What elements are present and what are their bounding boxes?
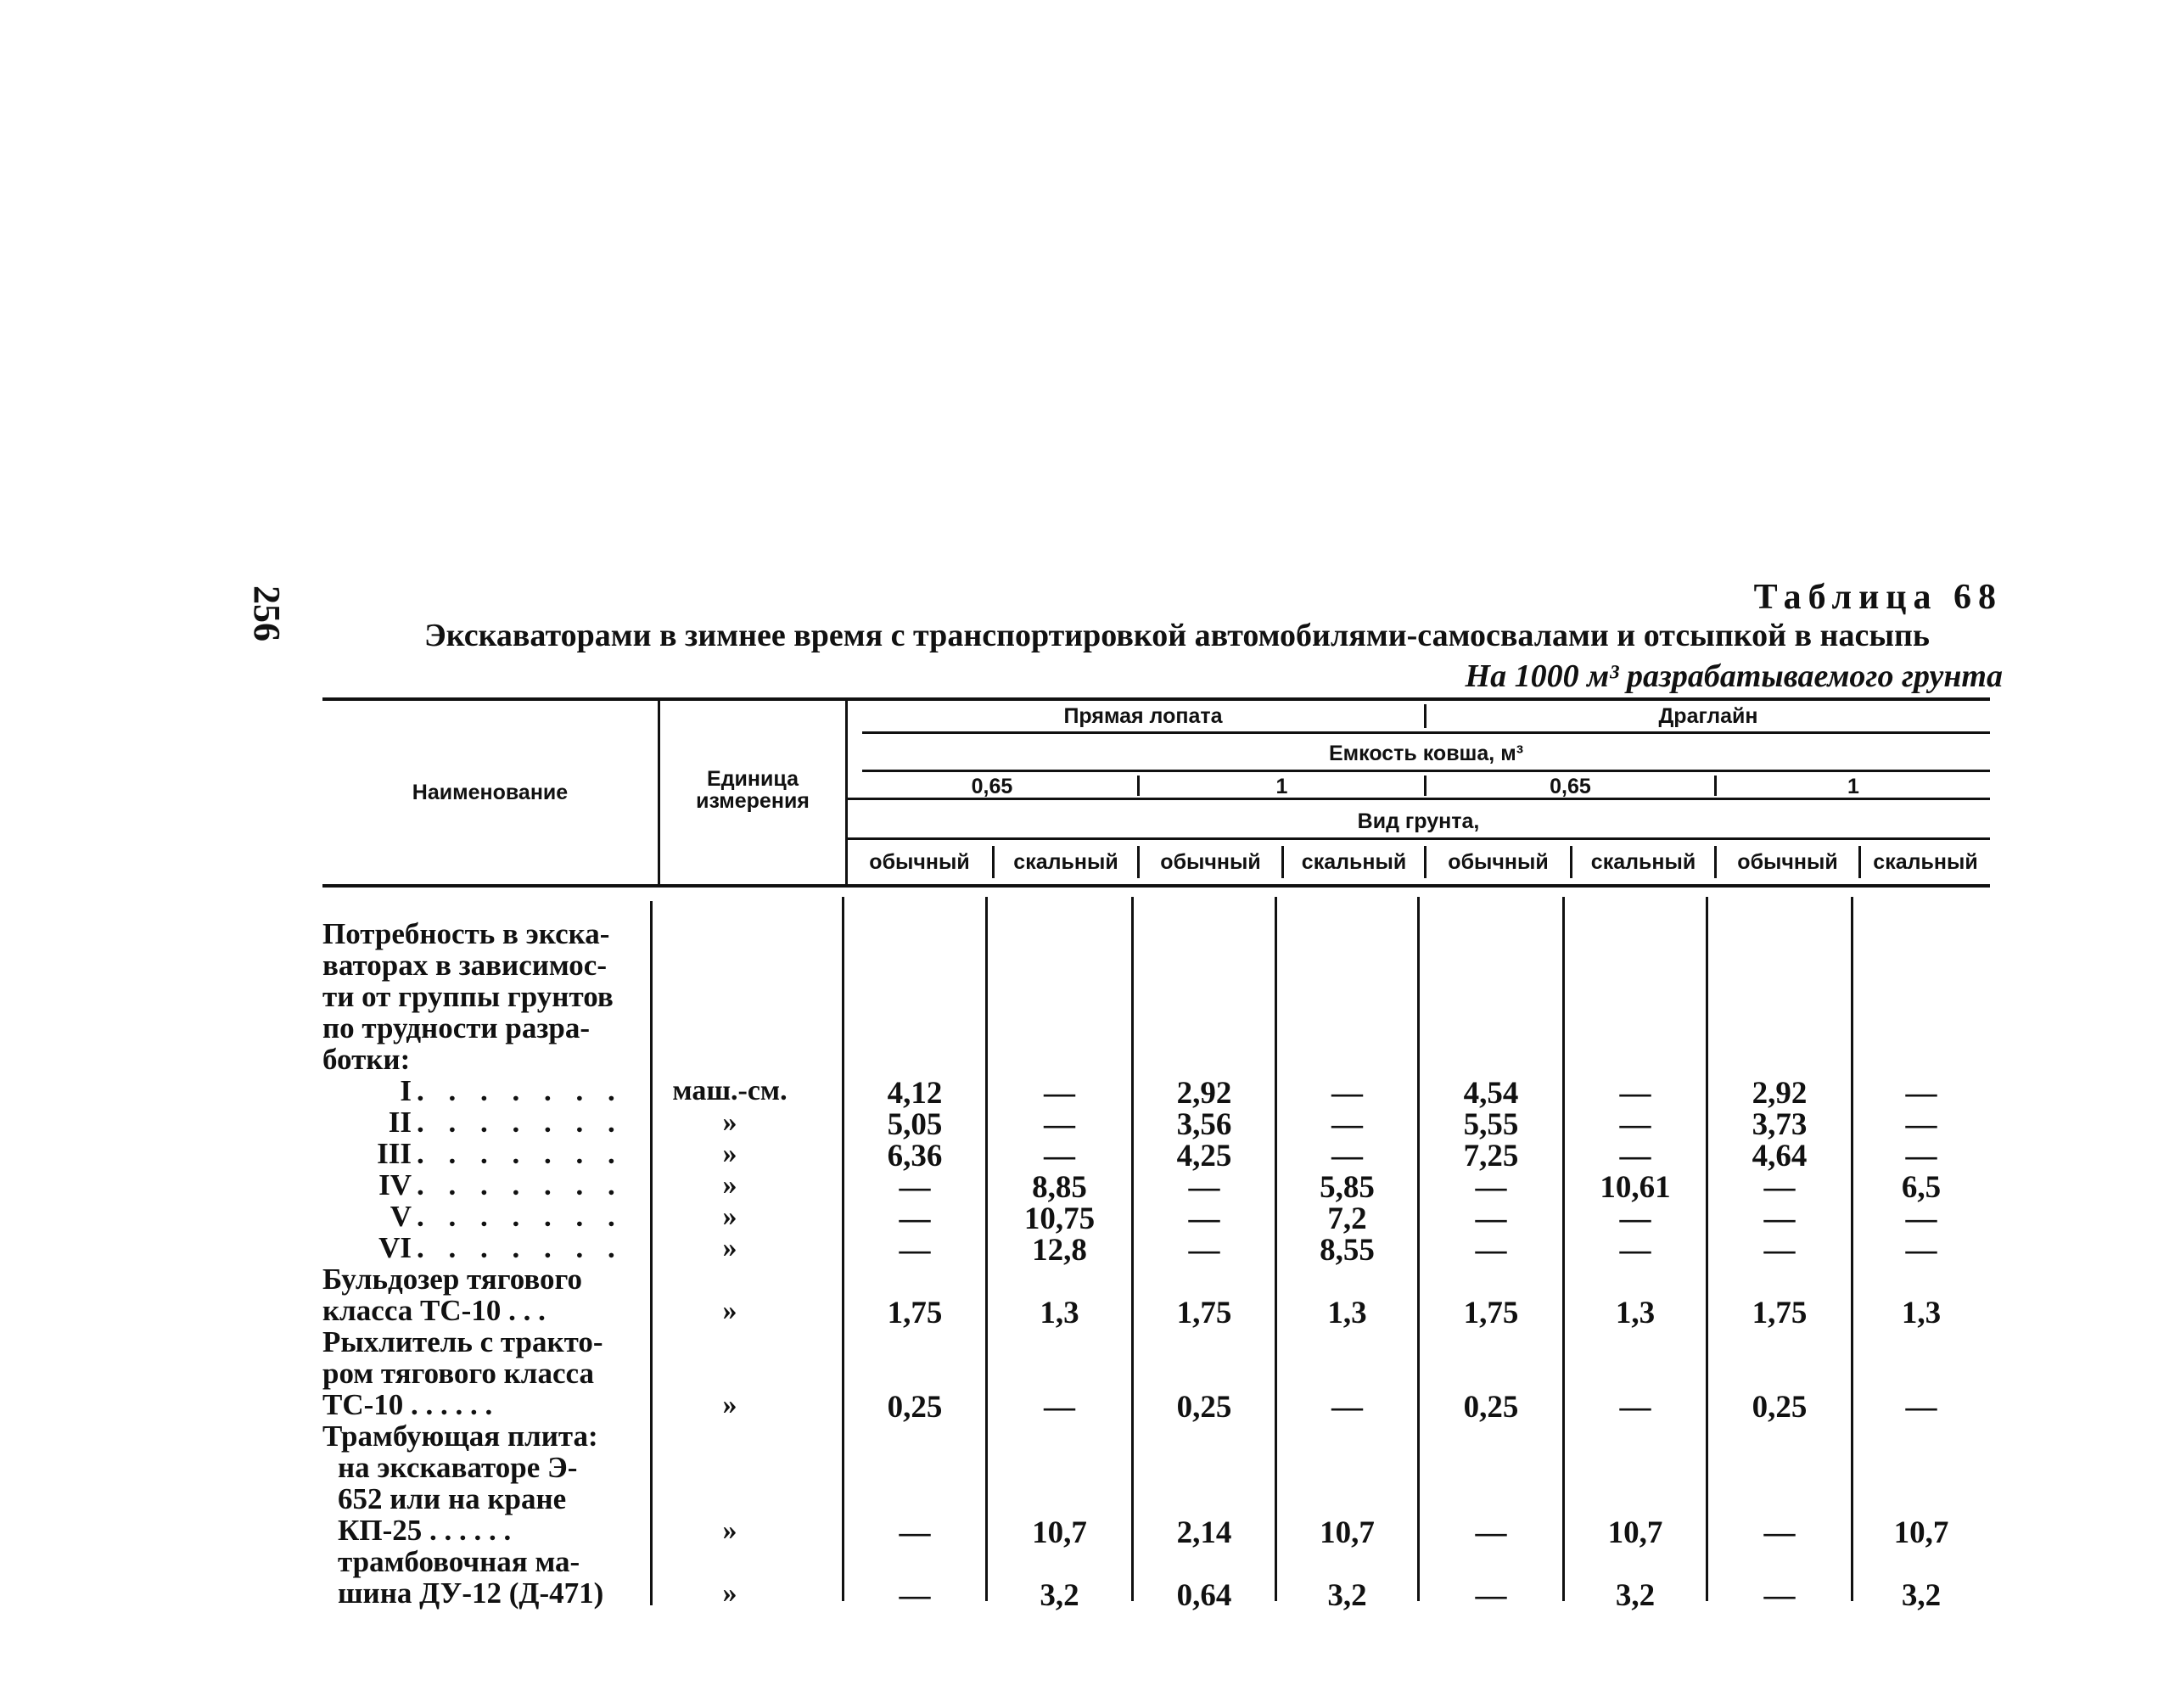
table-cell: 10,7 [1607, 1515, 1663, 1550]
table-cell: — [1619, 1076, 1651, 1111]
row-label-3: III . . . . . . . [322, 1138, 636, 1169]
table-cell: 0,64 [1176, 1578, 1232, 1613]
table-cell: 3,2 [1615, 1578, 1656, 1613]
row-label-6: VI . . . . . . . [322, 1232, 636, 1263]
table-cell: 3,56 [1176, 1107, 1232, 1142]
table-cell: 7,25 [1463, 1139, 1519, 1173]
table-cell: 4,64 [1752, 1139, 1808, 1173]
table-cell: — [1619, 1233, 1651, 1268]
table-cell: 2,92 [1752, 1076, 1808, 1111]
table-cell: 3,73 [1752, 1107, 1808, 1142]
table-cell: — [1475, 1201, 1507, 1236]
table-cell: 1,3 [1327, 1296, 1367, 1330]
table-cell: 0,25 [1752, 1390, 1808, 1425]
row-unit: » [722, 1106, 737, 1138]
table-cell: — [1763, 1201, 1796, 1236]
tamper-crane-line-3: КП-25 . . . . . . [338, 1514, 512, 1547]
row-unit: » [722, 1295, 737, 1326]
rule-under-soil [847, 837, 1990, 840]
row-unit: маш.-см. [672, 1075, 788, 1106]
table-title: Экскаваторами в зимнее время с транспортировкой автомобилями-самосвалами и отсыпкой в насыпь [424, 618, 1930, 653]
table-cell: 10,61 [1600, 1170, 1671, 1205]
table-cell: 2,92 [1176, 1076, 1232, 1111]
header-capacity-1: 0,65 [971, 775, 1013, 798]
excavators-line-5: ботки: [322, 1043, 411, 1076]
rule-under-capacity [862, 770, 1990, 772]
table-cell: — [1331, 1076, 1363, 1111]
table-cell: — [899, 1233, 931, 1268]
table-cell: — [1475, 1233, 1507, 1268]
table-cell: 1,3 [1615, 1296, 1656, 1330]
tamper-label [322, 1420, 636, 1609]
table-cell: 2,14 [1176, 1515, 1232, 1550]
table-cell: — [1905, 1139, 1937, 1173]
row-label-5: V . . . . . . . [322, 1201, 636, 1232]
header-top-rule [322, 697, 1990, 701]
tamper-machine-line-1: трамбовочная ма- [338, 1545, 580, 1578]
header-soil-kind-5: обычный [1448, 850, 1549, 874]
ripper-line-2: ром тягового класса [322, 1357, 594, 1390]
header-soil-type: Вид грунта, [1357, 809, 1480, 833]
unit-note: На 1000 м³ разрабатываемого грунта [1465, 658, 2003, 694]
table-cell: 10,7 [1320, 1515, 1375, 1550]
header-capacity-4: 1 [1847, 775, 1859, 798]
table-cell: 0,25 [1463, 1390, 1519, 1425]
table-cell: — [1331, 1390, 1363, 1425]
table-cell: 12,8 [1032, 1233, 1087, 1268]
table-cell: — [1475, 1170, 1507, 1205]
table-cell: — [899, 1515, 931, 1550]
table-cell: — [899, 1578, 931, 1613]
table-cell: — [1763, 1170, 1796, 1205]
table-cell: — [899, 1170, 931, 1205]
rule-under-groups [862, 731, 1990, 734]
table-cell: — [1905, 1233, 1937, 1268]
tamper-heading: Трамбующая плита: [322, 1420, 598, 1453]
header-soil-kind-6: скальный [1590, 850, 1696, 874]
excavators-line-2: ваторах в зависимос- [322, 949, 607, 982]
soil-group-labels [322, 1075, 636, 1263]
excavators-line-4: по трудности разра- [322, 1011, 590, 1044]
table-cell: 3,2 [1327, 1578, 1367, 1613]
tamper-machine-line-2: шина ДУ-12 (Д-471) [338, 1576, 604, 1610]
table-cell: — [1905, 1076, 1937, 1111]
row-unit: » [722, 1577, 737, 1609]
ripper-line-1: Рыхлитель с тракто- [322, 1325, 603, 1358]
bulldozer-label [322, 1263, 636, 1326]
row-label-1: I . . . . . . . [322, 1075, 636, 1106]
row-unit: » [722, 1138, 737, 1169]
table-cell: 10,75 [1023, 1201, 1096, 1236]
table-cell: 6,5 [1901, 1170, 1942, 1205]
table-cell: 4,54 [1463, 1076, 1519, 1111]
table-cell: 1,75 [887, 1296, 943, 1330]
excavators-line-3: ти от группы грунтов [322, 980, 614, 1013]
table-cell: 4,25 [1176, 1139, 1232, 1173]
table-cell: — [1044, 1107, 1075, 1142]
table-cell: — [1331, 1139, 1363, 1173]
bulldozer-line-1: Бульдозер тягового [322, 1263, 583, 1296]
table-cell: 1,3 [1901, 1296, 1942, 1330]
bulldozer-line-2: класса ТС-10 . . . [322, 1294, 546, 1327]
tamper-crane-line-1: на экскаваторе Э- [338, 1451, 578, 1484]
table-cell: 8,85 [1032, 1170, 1087, 1205]
header-unit-line1: Единица [707, 767, 799, 791]
excavators-label [322, 918, 636, 1075]
row-unit: » [722, 1515, 737, 1546]
ripper-line-3: ТС-10 . . . . . . [322, 1388, 493, 1421]
table-cell: 5,55 [1463, 1107, 1519, 1142]
table-cell: — [1619, 1201, 1651, 1236]
header-soil-kind-3: обычный [1160, 850, 1261, 874]
table-cell: 0,25 [1176, 1390, 1232, 1425]
table-cell: — [1044, 1139, 1075, 1173]
table-cell: 1,3 [1040, 1296, 1079, 1330]
header-capacity-2: 1 [1275, 775, 1288, 798]
table-cell: 1,75 [1176, 1296, 1232, 1330]
page-number: 256 [246, 585, 288, 641]
row-label-2-text: II [388, 1106, 412, 1139]
table-label: Таблица 68 [1753, 578, 2003, 617]
table-cell: — [1188, 1233, 1220, 1268]
table-cell: — [1905, 1390, 1937, 1425]
data-table [322, 697, 1990, 1613]
table-cell: — [1763, 1515, 1796, 1550]
row-label-4-text: IV [378, 1168, 412, 1201]
table-cell: — [1905, 1107, 1937, 1142]
table-cell: — [899, 1201, 931, 1236]
table-cell: 1,75 [1752, 1296, 1808, 1330]
table-cell: — [1619, 1139, 1651, 1173]
header-soil-kind-8: скальный [1873, 850, 1978, 874]
excavators-line-1: Потребность в экска- [322, 917, 610, 950]
table-cell: 6,36 [887, 1139, 943, 1173]
row-unit: » [722, 1232, 737, 1263]
table-cell: 10,7 [1893, 1515, 1949, 1550]
header-soil-kind-7: обычный [1737, 850, 1838, 874]
table-cell: 3,2 [1901, 1578, 1942, 1613]
table-cell: — [1619, 1107, 1651, 1142]
table-cell: — [1905, 1201, 1937, 1236]
table-cell: 8,55 [1320, 1233, 1375, 1268]
header-soil-kind-1: обычный [869, 850, 970, 874]
table-cell: — [1763, 1578, 1796, 1613]
table-cell: — [1188, 1170, 1220, 1205]
row-unit: » [722, 1201, 737, 1232]
header-capacity-3: 0,65 [1550, 775, 1591, 798]
row-label-6-text: VI [378, 1231, 412, 1264]
table-cell: 5,05 [887, 1107, 943, 1142]
row-label-5-text: V [390, 1200, 412, 1233]
table-cell: 5,85 [1320, 1170, 1375, 1205]
header-bottom-rule [322, 884, 1990, 888]
row-label-2: II . . . . . . . [322, 1106, 636, 1138]
header-group-shovel: Прямая лопата [1063, 704, 1223, 728]
row-unit: » [722, 1389, 737, 1420]
table-cell: — [1619, 1390, 1651, 1425]
body-divider-name [650, 901, 653, 1605]
table-cell: 10,7 [1032, 1515, 1087, 1550]
table-cell: — [1475, 1578, 1507, 1613]
row-label-4: IV . . . . . . . [322, 1169, 636, 1201]
table-cell: — [1331, 1107, 1363, 1142]
table-cell: — [1763, 1233, 1796, 1268]
tamper-crane-line-2: 652 или на кране [338, 1482, 567, 1515]
header-group-dragline: Драглайн [1658, 704, 1758, 728]
table-cell: — [1044, 1076, 1075, 1111]
table-cell: — [1188, 1201, 1220, 1236]
table-cell: 0,25 [887, 1390, 943, 1425]
table-cell: 1,75 [1463, 1296, 1519, 1330]
table-cell: 4,12 [887, 1076, 943, 1111]
table-cell: 7,2 [1327, 1201, 1367, 1236]
ripper-label [322, 1326, 636, 1420]
header-soil-kind-4: скальный [1301, 850, 1407, 874]
header-soil-kind-2: скальный [1013, 850, 1118, 874]
row-label-3-text: III [377, 1137, 412, 1170]
table-cell: 3,2 [1040, 1578, 1079, 1613]
row-unit: » [722, 1169, 737, 1201]
row-label-1-text: I [400, 1074, 412, 1107]
header-name: Наименование [412, 781, 569, 804]
header-unit-line2: измерения [696, 789, 810, 813]
table-cell: — [1044, 1390, 1075, 1425]
header-bucket-capacity: Емкость ковша, м³ [1328, 742, 1524, 765]
table-cell: — [1475, 1515, 1507, 1550]
